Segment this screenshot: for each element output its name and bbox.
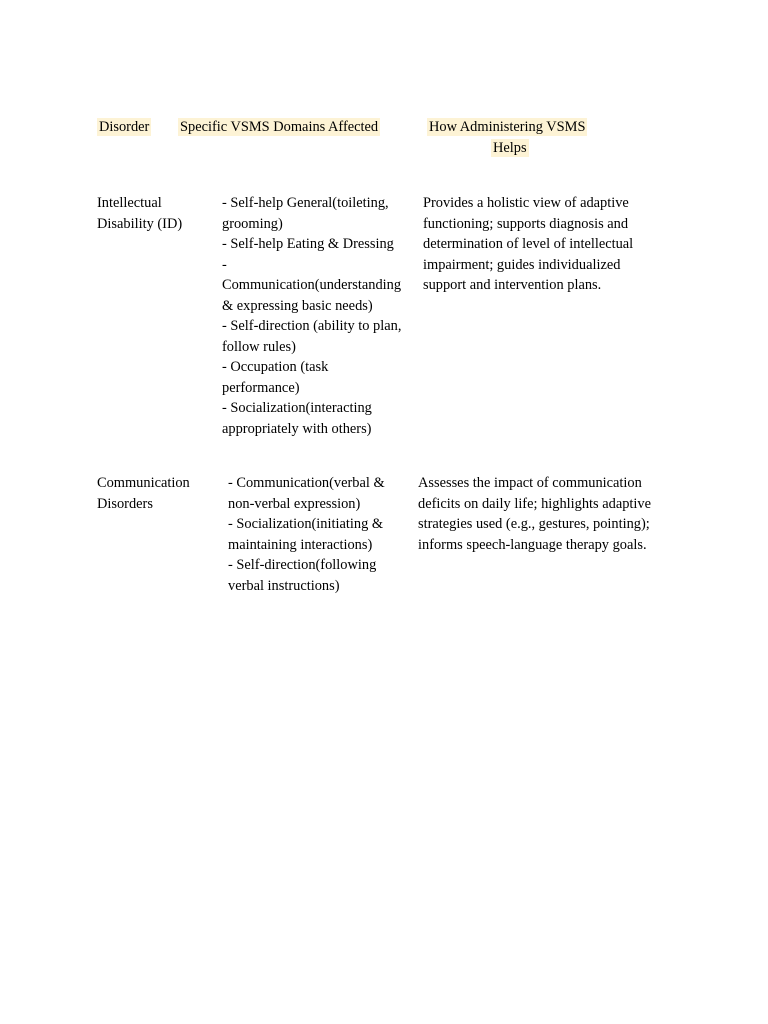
row-2-helps <box>418 473 651 555</box>
header-disorder: Disorder <box>99 119 150 135</box>
helps-line: deficits on daily life; highlights adaptive <box>418 495 651 512</box>
row-2-domains <box>228 473 385 596</box>
header-helps-line1: How Administering VSMS <box>429 119 586 135</box>
domain-line: - Socialization(initiating & <box>228 516 384 532</box>
header-domains: Specific VSMS Domains Affected <box>180 119 379 135</box>
disorder-line: Disability (ID) <box>97 215 183 232</box>
domain-line: - Occupation (task <box>222 359 329 375</box>
domain-line: - Socialization(interacting <box>222 400 372 416</box>
disorder-line: Disorders <box>97 495 153 512</box>
domain-line: - Self-direction(following <box>228 557 377 573</box>
domain-line: performance) <box>222 379 300 396</box>
domain-line: verbal instructions) <box>228 577 340 594</box>
row-2-disorder <box>97 473 190 514</box>
domain-line: follow rules) <box>222 338 296 355</box>
domain-line: Communication(understanding <box>222 277 402 293</box>
helps-line: functioning; supports diagnosis and <box>423 215 629 232</box>
domain-line: - Communication(verbal & <box>228 475 385 491</box>
domain-line: & expressing basic needs) <box>222 297 373 314</box>
domain-line: grooming) <box>222 215 283 232</box>
helps-line: determination of level of intellectual <box>423 236 634 252</box>
disorder-line: Communication <box>97 475 190 491</box>
domain-line: - <box>222 256 227 273</box>
domain-line: - Self-help Eating & Dressing <box>222 236 394 252</box>
helps-line: informs speech-language therapy goals. <box>418 536 647 553</box>
helps-line: impairment; guides individualized <box>423 256 621 273</box>
domain-line: non-verbal expression) <box>228 495 361 512</box>
domain-line: maintaining interactions) <box>228 536 373 553</box>
row-1-helps <box>423 193 633 296</box>
domain-line: - Self-direction (ability to plan, <box>222 318 402 334</box>
helps-line: Assesses the impact of communication <box>418 475 642 491</box>
domain-line: appropriately with others) <box>222 420 372 437</box>
row-1-domains <box>222 193 401 439</box>
header-helps-line2: Helps <box>493 140 527 156</box>
helps-line: Provides a holistic view of adaptive <box>423 195 629 211</box>
helps-line: strategies used (e.g., gestures, pointing); <box>418 516 650 532</box>
domain-line: - Self-help General(toileting, <box>222 195 389 211</box>
row-1-disorder <box>97 193 182 234</box>
helps-line: support and intervention plans. <box>423 277 602 293</box>
disorder-line: Intellectual <box>97 195 162 211</box>
